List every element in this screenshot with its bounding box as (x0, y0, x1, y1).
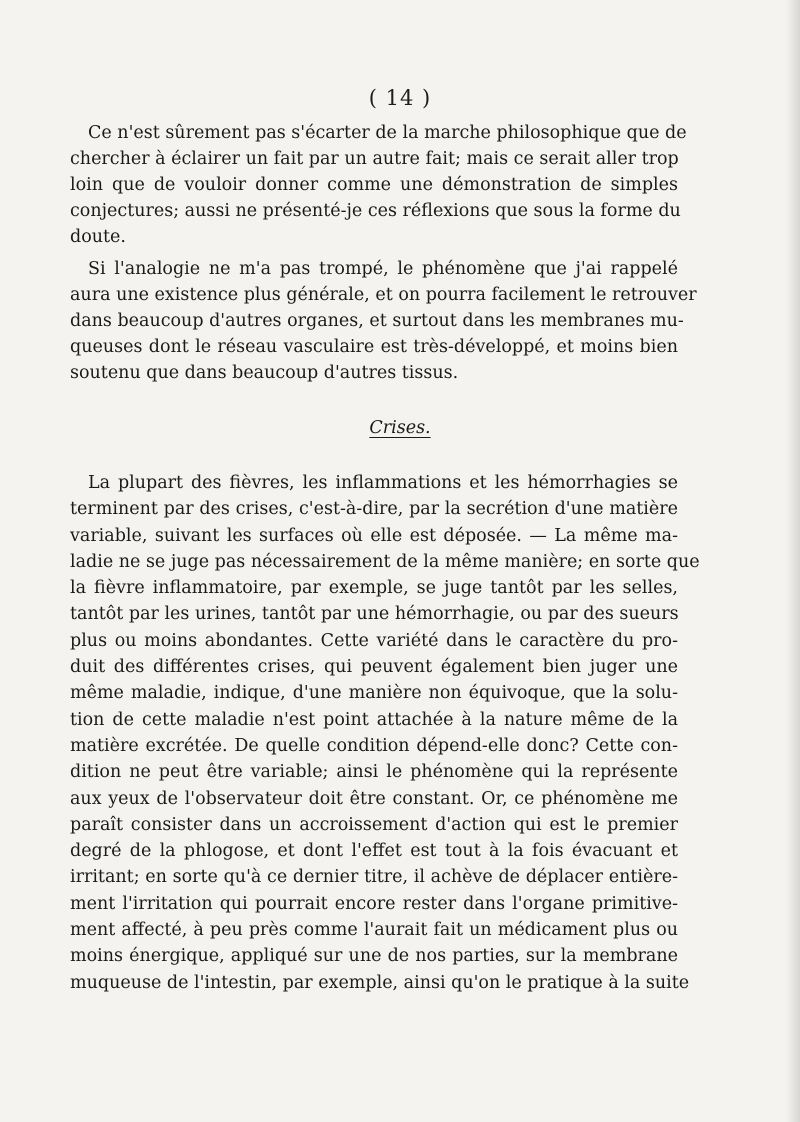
text-line: Si l'analogie ne m'a pas trompé, le phénomène que j'ai rappelé (88, 259, 678, 279)
text-line: soutenu que dans beaucoup d'autres tissus. (70, 363, 459, 383)
text-line: moins énergique, appliqué sur une de nos parties, sur la membrane (70, 946, 678, 967)
text-line: conjectures; aussi ne présenté-je ces réflexions que sous la forme du (70, 201, 681, 221)
text-line: loin que de vouloir donner comme une démonstration de simples (70, 175, 678, 195)
text-line: duit des différentes crises, qui peuvent également bien juger une (70, 657, 678, 678)
text-line: ment affecté, à peu près comme l'aurait fait un médicament plus ou (70, 920, 678, 941)
text-line: ment l'irritation qui pourrait encore rester dans l'organe primitive- (70, 893, 678, 914)
text-line: muqueuse de l'intestin, par exemple, ainsi qu'on le pratique à la suite (70, 972, 690, 993)
text-line: plus ou moins abondantes. Cette variété dans le caractère du pro- (70, 630, 678, 651)
page-edge-shadow (786, 0, 800, 1122)
paragraph-2 (70, 256, 697, 386)
text-line: tantôt par les urines, tantôt par une hémorrhagie, ou par des sueurs (70, 604, 679, 625)
text-line: terminent par des crises, c'est-à-dire, par la secrétion d'une matière (70, 499, 678, 520)
text-line: dans beaucoup d'autres organes, et surtout dans les membranes mu- (70, 311, 684, 331)
text-line: irritant; en sorte qu'à ce dernier titre, il achève de déplacer entière- (70, 867, 678, 888)
text-line: variable, suivant les surfaces où elle est déposée. — La même ma- (70, 525, 678, 546)
text-line: dition ne peut être variable; ainsi le phénomène qui la représente (70, 762, 678, 783)
text-line: aux yeux de l'observateur doit être constant. Or, ce phénomène me (70, 788, 678, 809)
text-line: tion de cette maladie n'est point attachée à la nature même de la (70, 709, 678, 730)
text-line: queuses dont le réseau vasculaire est très-développé, et moins bien (70, 337, 678, 357)
paragraph-1 (70, 120, 687, 250)
text-line: Ce n'est sûrement pas s'écarter de la marche philosophique que de (88, 123, 687, 143)
text-line: matière excrétée. De quelle condition dépend-elle donc? Cette con- (70, 735, 678, 756)
page-number: ( 14 ) (368, 86, 432, 110)
text-line: degré de la phlogose, et dont l'effet est tout à la fois évacuant et (70, 841, 678, 862)
paragraph-3 (70, 470, 700, 996)
text-line: aura une existence plus générale, et on pourra facilement le retrouver (70, 285, 697, 305)
section-heading: Crises. (369, 418, 431, 438)
text-line: La plupart des fièvres, les inflammations et les hémorrhagies se (88, 473, 678, 493)
text-line: même maladie, indique, d'une manière non équivoque, que la solu- (70, 683, 678, 704)
text-line: chercher à éclairer un fait par un autre fait; mais ce serait aller trop (70, 149, 679, 169)
text-line: doute. (70, 227, 126, 247)
text-line: paraît consister dans un accroissement d'action qui est le premier (70, 814, 678, 835)
text-line: la fièvre inflammatoire, par exemple, se juge tantôt par les selles, (70, 578, 678, 599)
text-line: ladie ne se juge pas nécessairement de la même manière; en sorte que (70, 551, 700, 572)
